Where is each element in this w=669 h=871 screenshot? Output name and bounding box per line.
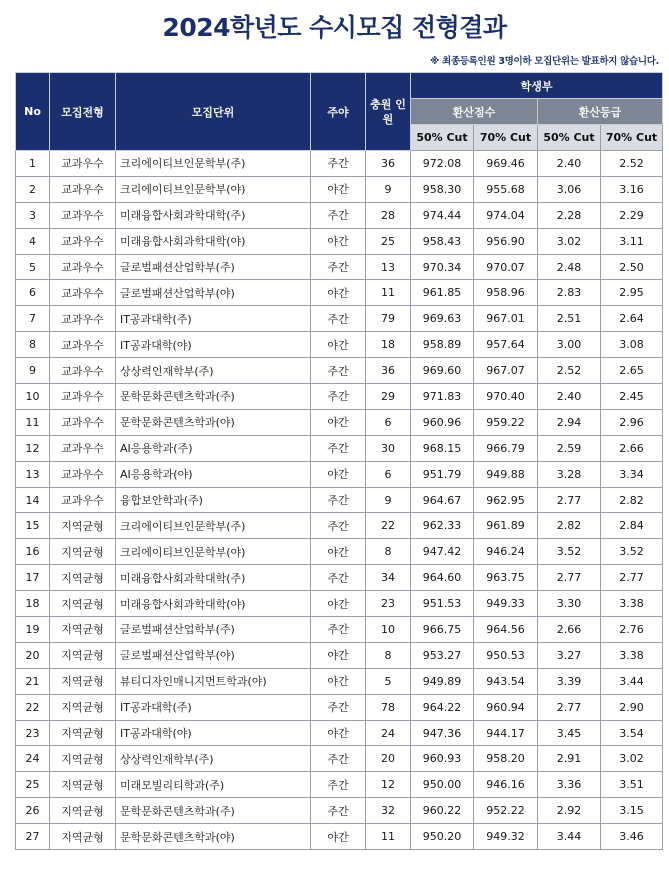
table-row — [16, 591, 663, 617]
cell-unit: 글로벌패션산업학부(야) — [116, 280, 311, 306]
cell-unit: 미래융합사회과학대학(주) — [116, 565, 311, 591]
cell-no: 25 — [16, 772, 50, 798]
table-row — [16, 332, 663, 358]
cell-shift: 야간 — [311, 591, 366, 617]
cell-grade-cut50: 3.39 — [538, 668, 601, 694]
cell-grade-cut50: 2.59 — [538, 435, 601, 461]
cell-grade-cut70: 2.90 — [601, 694, 663, 720]
cell-shift: 주간 — [311, 435, 366, 461]
cell-grade-cut50: 2.51 — [538, 306, 601, 332]
cell-shift: 야간 — [311, 720, 366, 746]
cell-no: 26 — [16, 798, 50, 824]
table-row — [16, 202, 663, 228]
header-score-cut70: 70% Cut — [474, 125, 538, 151]
cell-unit: IT공과대학(야) — [116, 332, 311, 358]
cell-shift: 주간 — [311, 306, 366, 332]
cell-admission-type: 지역균형 — [50, 694, 116, 720]
cell-unit: IT공과대학(주) — [116, 306, 311, 332]
cell-score-cut70: 957.64 — [474, 332, 538, 358]
cell-admission-type: 교과우수 — [50, 358, 116, 384]
cell-score-cut50: 969.60 — [411, 358, 474, 384]
cell-total: 8 — [366, 539, 411, 565]
cell-score-cut50: 972.08 — [411, 151, 474, 177]
cell-grade-cut50: 3.02 — [538, 228, 601, 254]
cell-score-cut70: 974.04 — [474, 202, 538, 228]
cell-grade-cut50: 3.44 — [538, 824, 601, 850]
cell-no: 10 — [16, 384, 50, 410]
table-row — [16, 642, 663, 668]
cell-no: 20 — [16, 642, 50, 668]
cell-admission-type: 교과우수 — [50, 176, 116, 202]
cell-score-cut70: 960.94 — [474, 694, 538, 720]
cell-grade-cut50: 3.45 — [538, 720, 601, 746]
table-row — [16, 539, 663, 565]
cell-shift: 주간 — [311, 384, 366, 410]
cell-shift: 주간 — [311, 254, 366, 280]
cell-grade-cut70: 3.51 — [601, 772, 663, 798]
cell-total: 28 — [366, 202, 411, 228]
cell-score-cut50: 958.43 — [411, 228, 474, 254]
cell-unit: 문학문화콘텐츠학과(주) — [116, 384, 311, 410]
cell-score-cut50: 969.63 — [411, 306, 474, 332]
cell-admission-type: 지역균형 — [50, 617, 116, 643]
cell-shift: 야간 — [311, 280, 366, 306]
cell-admission-type: 교과우수 — [50, 461, 116, 487]
cell-shift: 주간 — [311, 565, 366, 591]
cell-total: 23 — [366, 591, 411, 617]
cell-unit: 크리에이티브인문학부(주) — [116, 513, 311, 539]
header-shift: 주야 — [311, 73, 366, 151]
cell-grade-cut70: 3.54 — [601, 720, 663, 746]
cell-unit: 글로벌패션산업학부(야) — [116, 642, 311, 668]
cell-score-cut50: 966.75 — [411, 617, 474, 643]
cell-no: 24 — [16, 746, 50, 772]
cell-no: 6 — [16, 280, 50, 306]
cell-no: 14 — [16, 487, 50, 513]
header-converted-score: 환산점수 — [411, 99, 538, 125]
cell-score-cut70: 966.79 — [474, 435, 538, 461]
cell-total: 11 — [366, 824, 411, 850]
cell-total: 20 — [366, 746, 411, 772]
table-row — [16, 513, 663, 539]
cell-admission-type: 교과우수 — [50, 280, 116, 306]
table-body — [16, 151, 663, 850]
cell-shift: 주간 — [311, 202, 366, 228]
cell-score-cut50: 960.93 — [411, 746, 474, 772]
cell-total: 11 — [366, 280, 411, 306]
cell-no: 16 — [16, 539, 50, 565]
cell-score-cut50: 951.79 — [411, 461, 474, 487]
header-unit: 모집단위 — [116, 73, 311, 151]
cell-admission-type: 지역균형 — [50, 591, 116, 617]
cell-grade-cut50: 2.92 — [538, 798, 601, 824]
cell-total: 9 — [366, 487, 411, 513]
cell-unit: 글로벌패션산업학부(주) — [116, 254, 311, 280]
cell-total: 6 — [366, 461, 411, 487]
cell-total: 78 — [366, 694, 411, 720]
cell-shift: 야간 — [311, 409, 366, 435]
cell-grade-cut70: 3.34 — [601, 461, 663, 487]
table-row — [16, 487, 663, 513]
cell-shift: 야간 — [311, 176, 366, 202]
cell-unit: 융합보안학과(주) — [116, 487, 311, 513]
cell-grade-cut50: 2.77 — [538, 487, 601, 513]
cell-score-cut70: 970.07 — [474, 254, 538, 280]
cell-no: 12 — [16, 435, 50, 461]
cell-no: 18 — [16, 591, 50, 617]
cell-score-cut50: 951.53 — [411, 591, 474, 617]
cell-shift: 주간 — [311, 513, 366, 539]
table-row — [16, 306, 663, 332]
cell-grade-cut70: 3.52 — [601, 539, 663, 565]
cell-shift: 주간 — [311, 798, 366, 824]
table-row — [16, 694, 663, 720]
cell-no: 11 — [16, 409, 50, 435]
cell-unit: 문학문화콘텐츠학과(주) — [116, 798, 311, 824]
cell-admission-type: 교과우수 — [50, 254, 116, 280]
cell-total: 13 — [366, 254, 411, 280]
cell-score-cut70: 964.56 — [474, 617, 538, 643]
table-row — [16, 280, 663, 306]
cell-shift: 야간 — [311, 824, 366, 850]
cell-total: 29 — [366, 384, 411, 410]
cell-score-cut50: 958.30 — [411, 176, 474, 202]
cell-shift: 야간 — [311, 539, 366, 565]
cell-score-cut70: 958.96 — [474, 280, 538, 306]
cell-shift: 주간 — [311, 772, 366, 798]
cell-total: 25 — [366, 228, 411, 254]
cell-shift: 주간 — [311, 487, 366, 513]
cell-grade-cut70: 3.11 — [601, 228, 663, 254]
cell-grade-cut50: 3.30 — [538, 591, 601, 617]
cell-grade-cut70: 3.02 — [601, 746, 663, 772]
cell-no: 19 — [16, 617, 50, 643]
cell-score-cut70: 967.01 — [474, 306, 538, 332]
cell-unit: IT공과대학(야) — [116, 720, 311, 746]
cell-grade-cut50: 2.77 — [538, 694, 601, 720]
cell-grade-cut50: 2.28 — [538, 202, 601, 228]
cell-admission-type: 교과우수 — [50, 306, 116, 332]
cell-score-cut50: 947.36 — [411, 720, 474, 746]
cell-score-cut50: 960.22 — [411, 798, 474, 824]
cell-admission-type: 지역균형 — [50, 720, 116, 746]
cell-grade-cut70: 2.29 — [601, 202, 663, 228]
cell-no: 22 — [16, 694, 50, 720]
cell-grade-cut50: 3.06 — [538, 176, 601, 202]
table-row — [16, 824, 663, 850]
cell-no: 2 — [16, 176, 50, 202]
table-row — [16, 617, 663, 643]
cell-no: 15 — [16, 513, 50, 539]
table-row — [16, 720, 663, 746]
cell-admission-type: 지역균형 — [50, 746, 116, 772]
cell-grade-cut70: 2.50 — [601, 254, 663, 280]
cell-unit: AI응용학과(야) — [116, 461, 311, 487]
cell-unit: 미래융합사회과학대학(주) — [116, 202, 311, 228]
cell-grade-cut50: 3.36 — [538, 772, 601, 798]
cell-grade-cut70: 2.52 — [601, 151, 663, 177]
cell-grade-cut50: 2.91 — [538, 746, 601, 772]
cell-grade-cut70: 2.95 — [601, 280, 663, 306]
cell-grade-cut70: 3.44 — [601, 668, 663, 694]
cell-total: 12 — [366, 772, 411, 798]
cell-admission-type: 교과우수 — [50, 228, 116, 254]
cell-grade-cut70: 3.38 — [601, 642, 663, 668]
cell-shift: 주간 — [311, 358, 366, 384]
cell-admission-type: 교과우수 — [50, 202, 116, 228]
cell-admission-type: 교과우수 — [50, 487, 116, 513]
cell-score-cut70: 943.54 — [474, 668, 538, 694]
cell-grade-cut50: 2.83 — [538, 280, 601, 306]
cell-no: 23 — [16, 720, 50, 746]
cell-admission-type: 지역균형 — [50, 824, 116, 850]
cell-grade-cut70: 2.76 — [601, 617, 663, 643]
cell-score-cut70: 952.22 — [474, 798, 538, 824]
cell-score-cut70: 955.68 — [474, 176, 538, 202]
cell-unit: 크리에이티브인문학부(야) — [116, 176, 311, 202]
header-admission-type: 모집전형 — [50, 73, 116, 151]
cell-grade-cut50: 3.52 — [538, 539, 601, 565]
cell-score-cut70: 969.46 — [474, 151, 538, 177]
cell-score-cut50: 947.42 — [411, 539, 474, 565]
cell-admission-type: 교과우수 — [50, 332, 116, 358]
cell-total: 22 — [366, 513, 411, 539]
cell-grade-cut50: 2.48 — [538, 254, 601, 280]
cell-score-cut70: 950.53 — [474, 642, 538, 668]
cell-total: 5 — [366, 668, 411, 694]
page-title: 2024학년도 수시모집 전형결과 — [162, 13, 507, 42]
header-total: 충원 인원 — [366, 73, 411, 151]
cell-grade-cut70: 3.38 — [601, 591, 663, 617]
cell-grade-cut70: 2.96 — [601, 409, 663, 435]
cell-score-cut70: 946.24 — [474, 539, 538, 565]
cell-score-cut70: 967.07 — [474, 358, 538, 384]
cell-grade-cut70: 2.65 — [601, 358, 663, 384]
cell-no: 1 — [16, 151, 50, 177]
cell-unit: 미래융합사회과학대학(야) — [116, 591, 311, 617]
cell-grade-cut70: 2.82 — [601, 487, 663, 513]
cell-admission-type: 지역균형 — [50, 668, 116, 694]
cell-score-cut70: 961.89 — [474, 513, 538, 539]
cell-score-cut50: 958.89 — [411, 332, 474, 358]
cell-unit: 글로벌패션산업학부(주) — [116, 617, 311, 643]
cell-no: 17 — [16, 565, 50, 591]
cell-admission-type: 지역균형 — [50, 798, 116, 824]
cell-grade-cut70: 3.46 — [601, 824, 663, 850]
cell-unit: 미래모빌리티학과(주) — [116, 772, 311, 798]
cell-total: 32 — [366, 798, 411, 824]
cell-admission-type: 교과우수 — [50, 384, 116, 410]
table-row — [16, 358, 663, 384]
cell-no: 4 — [16, 228, 50, 254]
cell-admission-type: 지역균형 — [50, 513, 116, 539]
cell-shift: 주간 — [311, 617, 366, 643]
table-row — [16, 668, 663, 694]
table-row — [16, 772, 663, 798]
cell-grade-cut50: 2.94 — [538, 409, 601, 435]
cell-no: 27 — [16, 824, 50, 850]
header-student-record: 학생부 — [411, 73, 663, 99]
cell-unit: 문학문화콘텐츠학과(야) — [116, 824, 311, 850]
results-table — [15, 72, 663, 850]
cell-score-cut50: 970.34 — [411, 254, 474, 280]
cell-no: 7 — [16, 306, 50, 332]
cell-no: 5 — [16, 254, 50, 280]
cell-total: 6 — [366, 409, 411, 435]
cell-score-cut70: 970.40 — [474, 384, 538, 410]
table-row — [16, 151, 663, 177]
cell-grade-cut50: 2.66 — [538, 617, 601, 643]
table-row — [16, 461, 663, 487]
header-no: No — [16, 73, 50, 151]
cell-score-cut50: 968.15 — [411, 435, 474, 461]
cell-no: 9 — [16, 358, 50, 384]
cell-score-cut50: 960.96 — [411, 409, 474, 435]
cell-grade-cut50: 2.40 — [538, 151, 601, 177]
cell-score-cut50: 950.00 — [411, 772, 474, 798]
cell-score-cut70: 949.88 — [474, 461, 538, 487]
cell-total: 9 — [366, 176, 411, 202]
cell-grade-cut50: 2.77 — [538, 565, 601, 591]
cell-unit: AI응용학과(주) — [116, 435, 311, 461]
cell-score-cut50: 964.60 — [411, 565, 474, 591]
cell-shift: 야간 — [311, 668, 366, 694]
cell-grade-cut70: 2.84 — [601, 513, 663, 539]
cell-score-cut70: 949.33 — [474, 591, 538, 617]
cell-admission-type: 지역균형 — [50, 565, 116, 591]
cell-grade-cut50: 3.28 — [538, 461, 601, 487]
cell-shift: 야간 — [311, 228, 366, 254]
table-row — [16, 176, 663, 202]
header-converted-grade: 환산등급 — [538, 99, 663, 125]
cell-total: 36 — [366, 358, 411, 384]
cell-total: 30 — [366, 435, 411, 461]
table-row — [16, 409, 663, 435]
cell-unit: 상상력인재학부(주) — [116, 746, 311, 772]
cell-no: 3 — [16, 202, 50, 228]
cell-shift: 주간 — [311, 151, 366, 177]
cell-shift: 주간 — [311, 694, 366, 720]
cell-unit: 뷰티디자인매니지먼트학과(야) — [116, 668, 311, 694]
cell-grade-cut70: 3.15 — [601, 798, 663, 824]
cell-score-cut50: 949.89 — [411, 668, 474, 694]
cell-score-cut50: 950.20 — [411, 824, 474, 850]
cell-total: 8 — [366, 642, 411, 668]
cell-grade-cut70: 2.45 — [601, 384, 663, 410]
cell-score-cut50: 953.27 — [411, 642, 474, 668]
cell-score-cut50: 961.85 — [411, 280, 474, 306]
cell-grade-cut50: 2.82 — [538, 513, 601, 539]
disclaimer-note: ※ 최종등록인원 3명이하 모집단위는 발표하지 않습니다. — [430, 56, 659, 67]
header-score-cut50: 50% Cut — [411, 125, 474, 151]
cell-total: 34 — [366, 565, 411, 591]
cell-score-cut70: 949.32 — [474, 824, 538, 850]
cell-no: 13 — [16, 461, 50, 487]
table-row — [16, 746, 663, 772]
cell-no: 8 — [16, 332, 50, 358]
table-row — [16, 565, 663, 591]
cell-total: 24 — [366, 720, 411, 746]
cell-unit: 크리에이티브인문학부(야) — [116, 539, 311, 565]
cell-grade-cut70: 2.77 — [601, 565, 663, 591]
table-row — [16, 384, 663, 410]
cell-score-cut50: 964.67 — [411, 487, 474, 513]
cell-total: 79 — [366, 306, 411, 332]
cell-score-cut50: 962.33 — [411, 513, 474, 539]
cell-unit: IT공과대학(주) — [116, 694, 311, 720]
cell-unit: 미래융합사회과학대학(야) — [116, 228, 311, 254]
cell-grade-cut70: 3.08 — [601, 332, 663, 358]
cell-grade-cut50: 3.00 — [538, 332, 601, 358]
cell-score-cut50: 974.44 — [411, 202, 474, 228]
cell-score-cut70: 959.22 — [474, 409, 538, 435]
cell-score-cut70: 958.20 — [474, 746, 538, 772]
cell-score-cut70: 956.90 — [474, 228, 538, 254]
cell-shift: 주간 — [311, 746, 366, 772]
cell-admission-type: 교과우수 — [50, 409, 116, 435]
cell-grade-cut50: 2.40 — [538, 384, 601, 410]
cell-admission-type: 교과우수 — [50, 435, 116, 461]
cell-shift: 야간 — [311, 642, 366, 668]
cell-total: 36 — [366, 151, 411, 177]
cell-admission-type: 지역균형 — [50, 642, 116, 668]
cell-grade-cut70: 2.64 — [601, 306, 663, 332]
cell-grade-cut70: 3.16 — [601, 176, 663, 202]
cell-shift: 야간 — [311, 332, 366, 358]
cell-grade-cut70: 2.66 — [601, 435, 663, 461]
table-row — [16, 228, 663, 254]
cell-unit: 상상력인재학부(주) — [116, 358, 311, 384]
cell-admission-type: 교과우수 — [50, 151, 116, 177]
cell-score-cut70: 962.95 — [474, 487, 538, 513]
cell-grade-cut50: 2.52 — [538, 358, 601, 384]
header-grade-cut70: 70% Cut — [601, 125, 663, 151]
table-row — [16, 798, 663, 824]
table-row — [16, 435, 663, 461]
cell-unit: 크리에이티브인문학부(주) — [116, 151, 311, 177]
cell-total: 18 — [366, 332, 411, 358]
cell-shift: 야간 — [311, 461, 366, 487]
cell-score-cut50: 964.22 — [411, 694, 474, 720]
cell-unit: 문학문화콘텐츠학과(야) — [116, 409, 311, 435]
cell-score-cut70: 946.16 — [474, 772, 538, 798]
header-grade-cut50: 50% Cut — [538, 125, 601, 151]
cell-score-cut70: 944.17 — [474, 720, 538, 746]
cell-total: 10 — [366, 617, 411, 643]
cell-admission-type: 지역균형 — [50, 539, 116, 565]
cell-score-cut70: 963.75 — [474, 565, 538, 591]
cell-grade-cut50: 3.27 — [538, 642, 601, 668]
cell-admission-type: 지역균형 — [50, 772, 116, 798]
cell-score-cut50: 971.83 — [411, 384, 474, 410]
cell-no: 21 — [16, 668, 50, 694]
table-row — [16, 254, 663, 280]
